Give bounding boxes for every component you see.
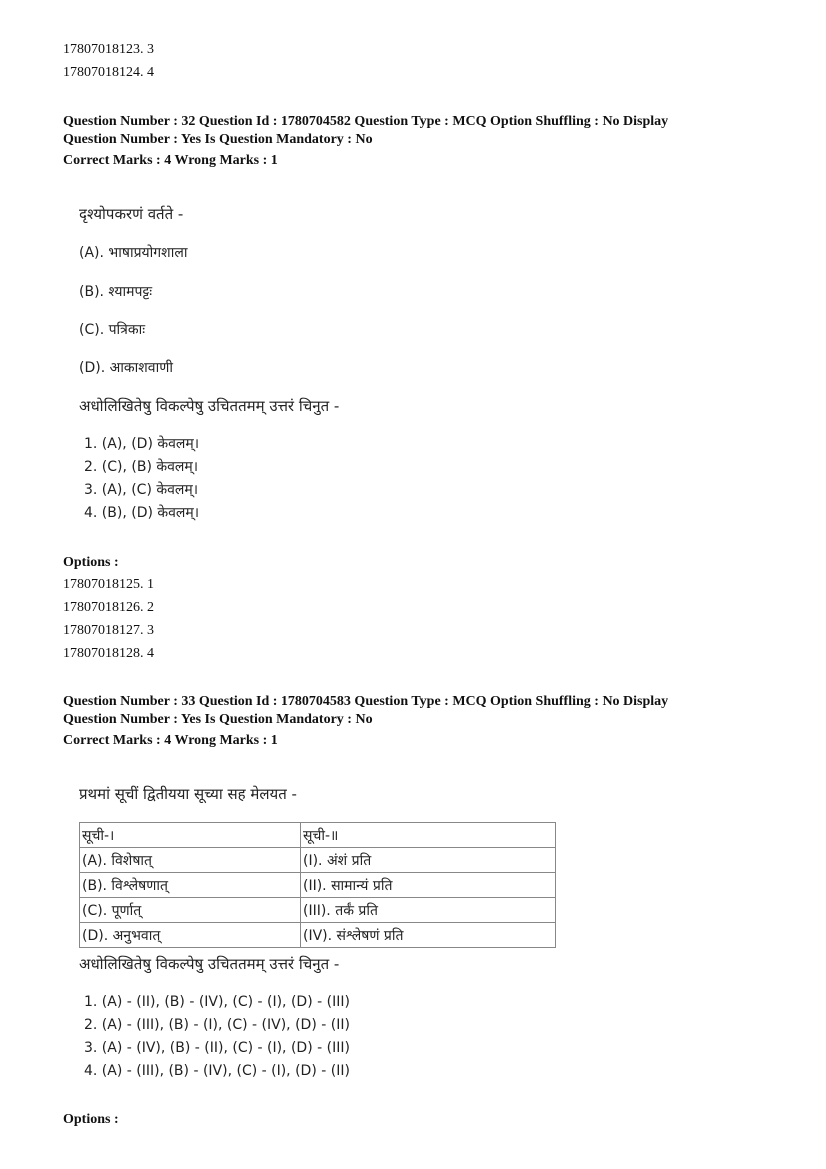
q33-choice-3: 3. (A) - (IV), (B) - (II), (C) - (I), (D) - (III)	[84, 1040, 350, 1056]
table-header-row	[80, 823, 556, 848]
table-cell: (C). पूर्णात्	[80, 898, 301, 923]
prev-option-row	[63, 64, 154, 82]
q33-stem: प्रथमां सूचीं द्वितीयया सूच्या सह मेलयत -	[79, 785, 297, 803]
q33-options-label: Options :	[63, 1112, 119, 1127]
table-row	[80, 873, 556, 898]
q33-instruction: अधोलिखितेषु विकल्पेषु उचिततमम् उत्तरं चिनुत -	[79, 955, 340, 973]
option-id: 17807018123.	[63, 42, 144, 57]
q32-marks: Correct Marks : 4 Wrong Marks : 1	[63, 153, 278, 168]
table-cell: (B). विश्लेषणात्	[80, 873, 301, 898]
q32-options-label: Options :	[63, 555, 119, 570]
table-row	[80, 898, 556, 923]
table-cell: (I). अंशं प्रति	[301, 848, 556, 873]
table-cell: (IV). संश्लेषणं प्रति	[301, 923, 556, 948]
option-id: 17807018127.	[63, 623, 144, 638]
q32-option-row	[63, 576, 154, 594]
q33-choice-4: 4. (A) - (III), (B) - (IV), (C) - (I), (D) - (II)	[84, 1063, 350, 1079]
q32-option-row	[63, 645, 154, 663]
q32-choice-2: 2. (C), (B) केवलम्।	[84, 459, 199, 475]
prev-option-row	[63, 41, 154, 59]
option-number: 2	[147, 600, 154, 615]
q32-instruction: अधोलिखितेषु विकल्पेषु उचिततमम् उत्तरं चिनुत -	[79, 397, 340, 415]
table-row	[80, 923, 556, 948]
table-row	[80, 848, 556, 873]
q32-stem: दृश्योपकरणं वर्तते -	[79, 205, 184, 223]
q32-item-a: (A). भाषाप्रयोगशाला	[79, 245, 188, 261]
q33-marks: Correct Marks : 4 Wrong Marks : 1	[63, 733, 278, 748]
table-cell: (D). अनुभवात्	[80, 923, 301, 948]
q32-item-c: (C). पत्रिकाः	[79, 322, 146, 338]
option-number: 3	[147, 42, 154, 57]
q32-choice-3: 3. (A), (C) केवलम्।	[84, 482, 199, 498]
q32-item-d: (D). आकाशवाणी	[79, 360, 173, 376]
table-cell: (A). विशेषात्	[80, 848, 301, 873]
option-id: 17807018126.	[63, 600, 144, 615]
q32-option-row	[63, 622, 154, 640]
table-header-cell: सूची-॥	[301, 823, 556, 848]
q32-item-b: (B). श्यामपट्टः	[79, 284, 153, 300]
table-cell: (III). तर्कं प्रति	[301, 898, 556, 923]
option-number: 4	[147, 646, 154, 661]
q32-header-line2: Question Number : Yes Is Question Mandatory : No	[63, 132, 373, 147]
q33-choice-2: 2. (A) - (III), (B) - (I), (C) - (IV), (D) - (II)	[84, 1017, 350, 1033]
matching-table	[79, 822, 556, 948]
q33-header-line1: Question Number : 33 Question Id : 1780704583 Question Type : MCQ Option Shuffling : No Display	[63, 694, 669, 709]
option-id: 17807018125.	[63, 577, 144, 592]
q32-option-row	[63, 599, 154, 617]
q32-choice-1: 1. (A), (D) केवलम्।	[84, 436, 200, 452]
option-id: 17807018128.	[63, 646, 144, 661]
option-number: 1	[147, 577, 154, 592]
table-header-cell: सूची-।	[80, 823, 301, 848]
option-number: 4	[147, 65, 154, 80]
q32-header-line1: Question Number : 32 Question Id : 1780704582 Question Type : MCQ Option Shuffling : No Display	[63, 114, 669, 129]
q32-choice-4: 4. (B), (D) केवलम्।	[84, 505, 200, 521]
option-id: 17807018124.	[63, 65, 144, 80]
table-cell: (II). सामान्यं प्रति	[301, 873, 556, 898]
q33-header-line2: Question Number : Yes Is Question Mandatory : No	[63, 712, 373, 727]
q33-choice-1: 1. (A) - (II), (B) - (IV), (C) - (I), (D) - (III)	[84, 994, 350, 1010]
option-number: 3	[147, 623, 154, 638]
